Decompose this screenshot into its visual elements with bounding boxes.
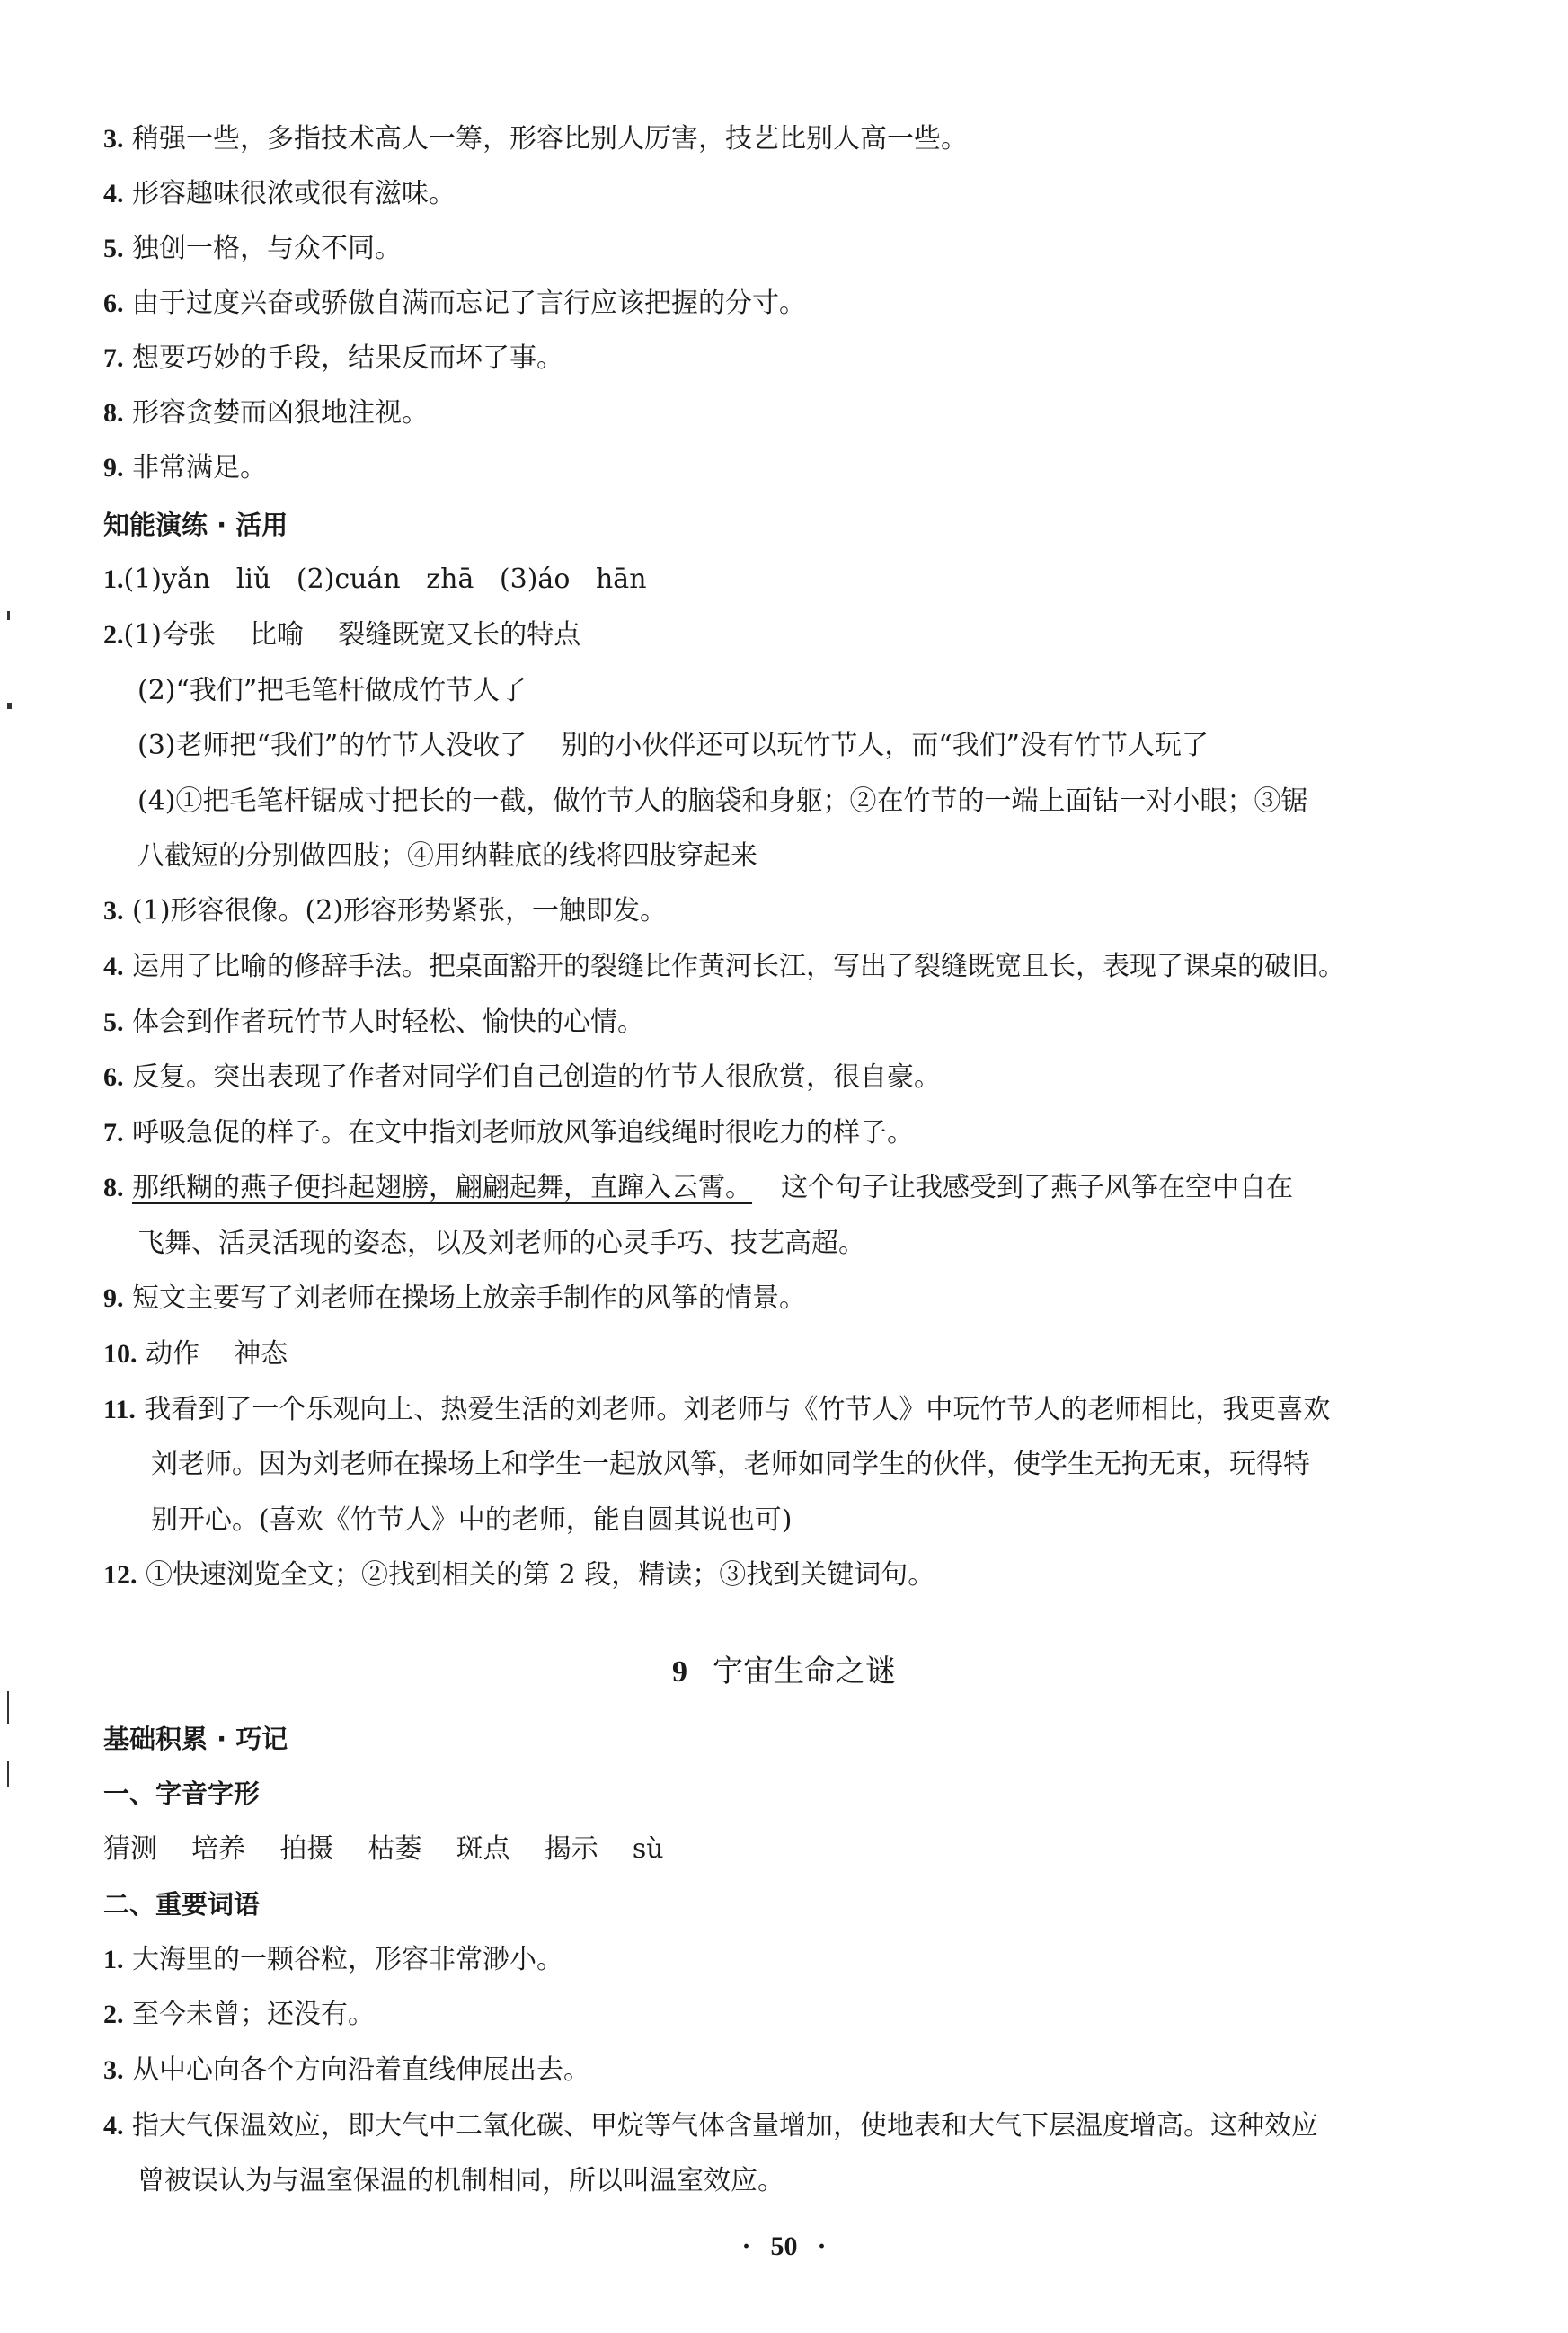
- answer-item: 4. 运用了比喻的修辞手法。把桌面豁开的裂缝比作黄河长江，写出了裂缝既宽且长，表现了课桌的破旧。: [103, 951, 1346, 982]
- scan-mark: [7, 611, 10, 620]
- answer-continuation: 别开心。(喜欢《竹节人》中的老师，能自圆其说也可): [151, 1504, 793, 1536]
- answer-continuation: 飞舞、活灵活现的姿态，以及刘老师的心灵手巧、技艺高超。: [137, 1228, 865, 1259]
- answer-continuation: 刘老师。因为刘老师在操场上和学生一起放风筝，老师如同学生的伙伴，使学生无拘无束，玩得特: [151, 1449, 1310, 1480]
- definition-item: 3. 稍强一些，多指技术高人一筹，形容比别人厉害，技艺比别人高一些。: [103, 123, 969, 155]
- page-number: · 50 ·: [741, 2231, 827, 2261]
- answer-item: 12. ①快速浏览全文；②找到相关的第 2 段，精读；③找到关键词句。: [103, 1559, 935, 1591]
- answer-item: 3. (1)形容很像。(2)形容形势紧张，一触即发。: [103, 895, 668, 927]
- definition-item: 8. 形容贪婪而凶狠地注视。: [103, 397, 430, 429]
- definition-item: 6. 由于过度兴奋或骄傲自满而忘记了言行应该把握的分寸。: [103, 288, 807, 319]
- definition-item: 3. 从中心向各个方向沿着直线伸展出去。: [103, 2054, 591, 2086]
- answer-subitem: (2)“我们”把毛笔杆做成竹节人了: [137, 675, 527, 706]
- definition-item: 4. 指大气保温效应，即大气中二氧化碳、甲烷等气体含量增加，使地表和大气下层温度增高。这种效应: [103, 2110, 1319, 2142]
- definition-item: 4. 形容趣味很浓或很有滋味。: [103, 178, 456, 209]
- definition-item: 5. 独创一格，与众不同。: [103, 233, 403, 264]
- definition-item: 9. 非常满足。: [103, 452, 268, 483]
- answer-item: 2.(1)夸张 比喻 裂缝既宽又长的特点: [103, 619, 581, 651]
- subsection-title: 一、字音字形: [103, 1779, 261, 1809]
- definition-item: 1. 大海里的一颗谷粒，形容非常渺小。: [103, 1944, 564, 1975]
- definition-item: 2. 至今未曾；还没有。: [103, 1999, 376, 2030]
- subsection-title: 二、重要词语: [103, 1889, 261, 1920]
- definition-continuation: 曾被误认为与温室保温的机制相同，所以叫温室效应。: [137, 2165, 784, 2196]
- answer-item: 10. 动作 神态: [103, 1338, 288, 1370]
- answer-subitem: (4)①把毛笔杆锯成寸把长的一截，做竹节人的脑袋和身躯；②在竹节的一端上面钻一对小眼；③锯: [137, 785, 1308, 817]
- word-list: 猜测 培养 拍摄 枯萎 斑点 揭示 sù: [103, 1833, 664, 1865]
- answer-item: 6. 反复。突出表现了作者对同学们自己创造的竹节人很欣赏，很自豪。: [103, 1061, 942, 1093]
- scan-mark: [7, 1761, 9, 1787]
- scan-mark: [7, 1691, 9, 1724]
- answer-item: 9. 短文主要写了刘老师在操场上放亲手制作的风筝的情景。: [103, 1282, 807, 1314]
- underlined-quote: 那纸糊的燕子便抖起翅膀，翩翩起舞，直蹿入云霄。: [132, 1172, 753, 1203]
- definition-item: 7. 想要巧妙的手段，结果反而坏了事。: [103, 342, 564, 374]
- answer-subitem: (3)老师把“我们”的竹节人没收了 别的小伙伴还可以玩竹节人，而“我们”没有竹节人玩了: [137, 730, 1209, 761]
- answer-item: 8. 那纸糊的燕子便抖起翅膀，翩翩起舞，直蹿入云霄。 这个句子让我感受到了燕子风筝在空中自在: [103, 1172, 1294, 1203]
- section-title: 知能演练 · 活用: [103, 510, 288, 540]
- scan-mark: [7, 703, 12, 709]
- answer-item: 11. 我看到了一个乐观向上、热爱生活的刘老师。刘老师与《竹节人》中玩竹节人的老师相比，我更喜欢: [103, 1394, 1331, 1425]
- answer-item: 7. 呼吸急促的样子。在文中指刘老师放风筝追线绳时很吃力的样子。: [103, 1117, 915, 1149]
- answer-item: 5. 体会到作者玩竹节人时轻松、愉快的心情。: [103, 1007, 645, 1038]
- answer-subitem: 八截短的分别做四肢；④用纳鞋底的线将四肢穿起来: [137, 840, 757, 872]
- chapter-heading: 9 宇宙生命之谜: [672, 1654, 896, 1690]
- section-title: 基础积累 · 巧记: [103, 1724, 288, 1754]
- answer-item: 1.(1)yǎn liǔ (2)cuán zhā (3)áo hān: [103, 563, 647, 595]
